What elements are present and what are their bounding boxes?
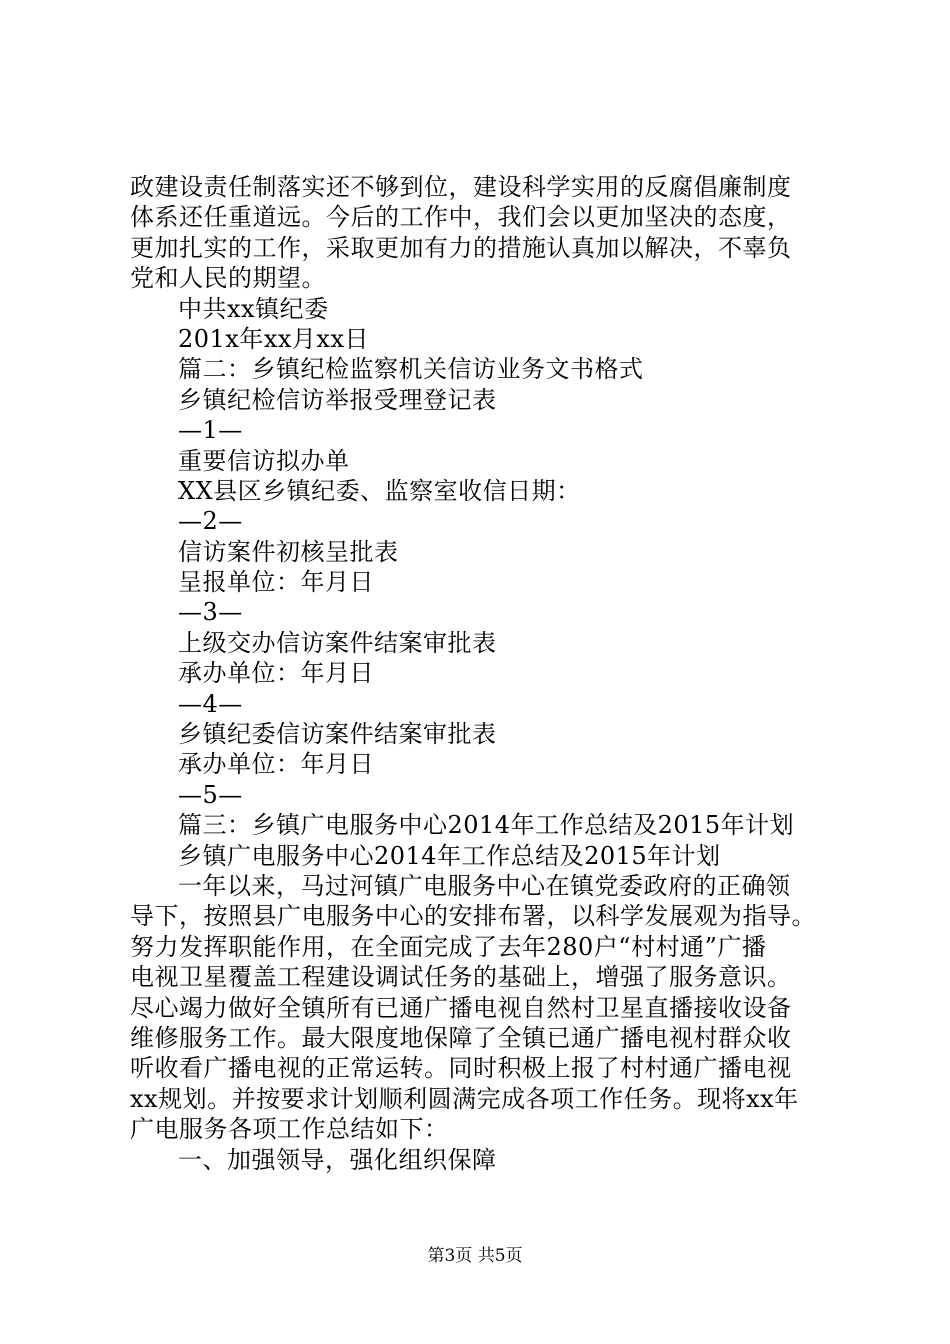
text-line: 尽心竭力做好全镇所有已通广播电视自然村卫星直播接收设备 <box>130 993 792 1022</box>
text-line: 努力发挥职能作用，在全面完成了去年280户“村村通”广播 <box>130 932 767 961</box>
text-line: —3— <box>178 598 243 627</box>
text-line: xx规划。并按要求计划顺利圆满完成各项工作任务。现将xx年 <box>130 1084 799 1113</box>
text-line: 党和人民的期望。 <box>130 264 326 293</box>
text-line: 重要信访拟办单 <box>178 446 350 475</box>
document-body <box>130 172 850 1175</box>
page-footer: 第3页 共5页 <box>427 1246 523 1266</box>
text-line: 呈报单位：年月日 <box>178 568 374 597</box>
text-line: 乡镇纪委信访案件结案审批表 <box>178 720 497 749</box>
text-line: XX县区乡镇纪委、监察室收信日期： <box>178 476 581 505</box>
text-line: 听收看广播电视的正常运转。同时积极上报了村村通广播电视 <box>130 1054 792 1083</box>
text-line: —4— <box>178 689 243 718</box>
text-line: 广电服务各项工作总结如下： <box>130 1115 449 1144</box>
text-line: 体系还任重道远。今后的工作中，我们会以更加坚决的态度， <box>130 203 792 232</box>
text-line: 维修服务工作。最大限度地保障了全镇已通广播电视村群众收 <box>130 1023 792 1052</box>
text-line: 承办单位：年月日 <box>178 659 374 688</box>
text-line: 一、加强领导，强化组织保障 <box>178 1145 497 1174</box>
text-line: 中共xx镇纪委 <box>178 294 329 323</box>
text-line: 一年以来，马过河镇广电服务中心在镇党委政府的正确领 <box>178 871 791 900</box>
text-line: —2— <box>178 507 243 536</box>
text-line: 承办单位：年月日 <box>178 750 374 779</box>
text-line: 电视卫星覆盖工程建设调试任务的基础上，增强了服务意识。 <box>130 963 792 992</box>
text-line: 乡镇广电服务中心2014年工作总结及2015年计划 <box>178 841 721 870</box>
text-line: 乡镇纪检信访举报受理登记表 <box>178 385 497 414</box>
text-line: 信访案件初核呈批表 <box>178 537 399 566</box>
text-line: —5— <box>178 780 243 809</box>
text-line: 201x年xx月xx日 <box>178 324 369 353</box>
text-line: 导下，按照县广电服务中心的安排布署，以科学发展观为指导。 <box>130 902 816 931</box>
text-line: 上级交办信访案件结案审批表 <box>178 628 497 657</box>
text-line: —1— <box>178 416 243 445</box>
text-line: 篇二：乡镇纪检监察机关信访业务文书格式 <box>178 355 644 384</box>
text-line: 政建设责任制落实还不够到位，建设科学实用的反腐倡廉制度 <box>130 173 792 201</box>
text-line: 更加扎实的工作，采取更加有力的措施认真加以解决，不辜负 <box>130 233 792 262</box>
text-line: 篇三：乡镇广电服务中心2014年工作总结及2015年计划 <box>178 811 795 840</box>
